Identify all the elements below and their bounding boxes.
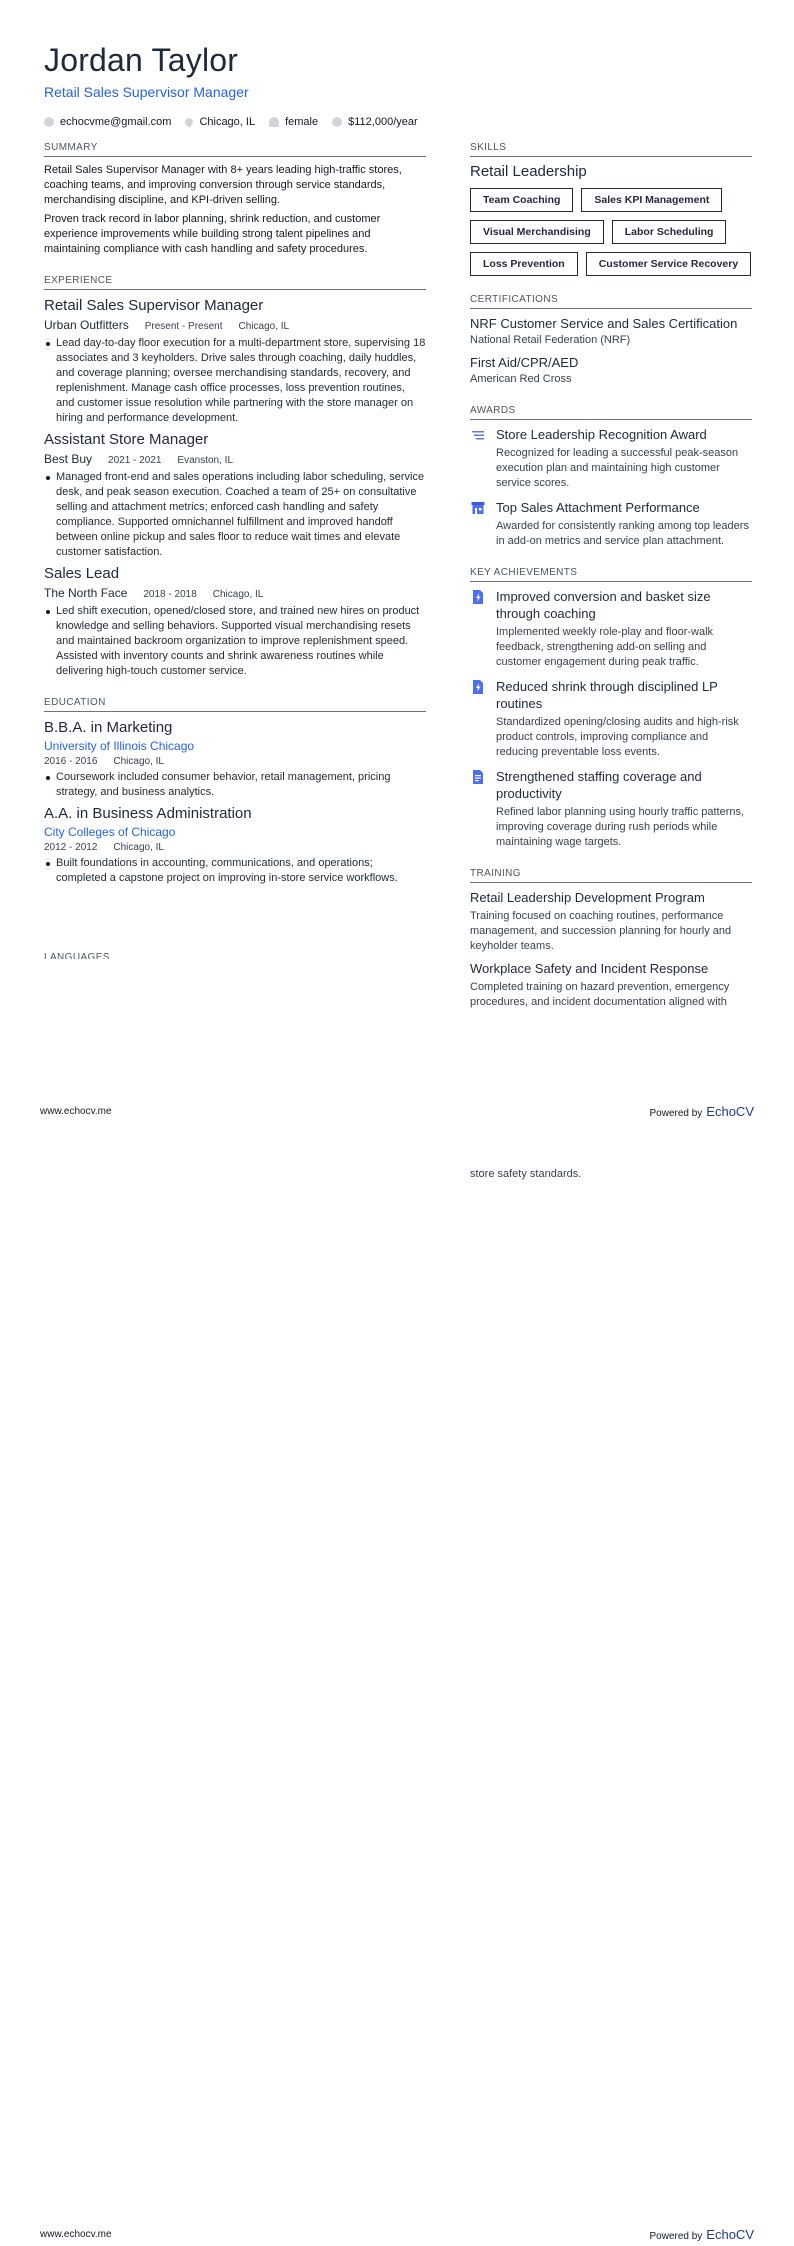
section-heading: CERTIFICATIONS <box>470 294 752 309</box>
achievement-item <box>470 588 752 670</box>
training-title: Workplace Safety and Incident Response <box>470 961 709 976</box>
skill-chip: Loss Prevention <box>470 252 578 276</box>
degree-title: B.B.A. in Marketing <box>44 719 173 736</box>
education-meta <box>44 842 426 853</box>
job-title: Retail Sales Supervisor Manager <box>44 297 264 314</box>
award-item <box>470 426 752 491</box>
job-entry <box>44 296 426 426</box>
salary-icon <box>332 117 342 127</box>
skill-chips <box>470 188 752 276</box>
bullet-dot <box>46 476 50 480</box>
user-icon <box>269 117 279 127</box>
section-heading: SUMMARY <box>44 142 426 157</box>
section-heading: EDUCATION <box>44 697 426 712</box>
section-heading: AWARDS <box>470 405 752 420</box>
education-dates: 2012 - 2012 <box>44 842 98 853</box>
document-bolt-icon <box>470 679 486 695</box>
education-dates: 2016 - 2016 <box>44 756 98 767</box>
education-entry <box>44 718 426 800</box>
job-company: Urban Outfitters <box>44 318 129 332</box>
powered-by-label: Powered by <box>649 2231 703 2242</box>
resume-page-2 <box>0 1123 794 2246</box>
certification-name: First Aid/CPR/AED <box>470 355 579 370</box>
job-title: Sales Lead <box>44 565 120 582</box>
document-bolt-icon <box>470 589 486 605</box>
training-description: Training focused on coaching routines, performance management, and succession planning for hourly and keyholder teams. <box>470 910 732 952</box>
certification-org: American Red Cross <box>470 373 572 385</box>
job-dates: 2018 - 2018 <box>143 589 197 600</box>
job-location: Chicago, IL <box>212 589 264 600</box>
skills-section <box>470 142 752 276</box>
candidate-title: Retail Sales Supervisor Manager <box>44 84 249 100</box>
certification-name: NRF Customer Service and Sales Certification <box>470 316 738 331</box>
summary-section <box>44 142 426 257</box>
degree-title: A.A. in Business Administration <box>44 805 252 822</box>
education-location: Chicago, IL <box>113 842 164 853</box>
right-column <box>470 142 752 1028</box>
achievement-title: Strengthened staffing coverage and productivity <box>496 769 702 801</box>
page-footer <box>40 2227 754 2242</box>
summary-paragraph: Retail Sales Supervisor Manager with 8+ years leading high-traffic stores, coaching teams, and improving conversion through service standards, merchandising discipline, and KPI-driven selling. <box>44 164 402 206</box>
contact-gender: female <box>269 116 318 128</box>
job-title: Assistant Store Manager <box>44 431 209 448</box>
skill-chip: Sales KPI Management <box>581 188 722 212</box>
training-description: Completed training on hazard prevention, emergency procedures, and incident documentation aligned with <box>470 981 730 1008</box>
job-dates: 2021 - 2021 <box>108 455 162 466</box>
job-location: Chicago, IL <box>238 321 290 332</box>
location-pin-icon <box>184 116 195 127</box>
achievement-title: Reduced shrink through disciplined LP routines <box>496 679 718 711</box>
education-section <box>44 697 426 886</box>
skill-chip: Team Coaching <box>470 188 573 212</box>
job-meta <box>44 452 426 466</box>
job-meta <box>44 586 426 600</box>
job-company: Best Buy <box>44 452 93 466</box>
bullet-dot <box>46 776 50 780</box>
bullet-dot <box>46 610 50 614</box>
certification-org: National Retail Federation (NRF) <box>470 334 631 346</box>
job-entry <box>44 430 426 560</box>
list-icon <box>470 427 486 443</box>
job-bullet: Lead day-to-day floor execution for a multi-department store, supervising 18 associates and 3 keyholders. Drive sales through coaching, daily huddles, and coverage planning; oversee merchandising standards, recovery, and replenishment. Manage cash office processes, loss prevention routines, and customer issue resolution while partnering with the store manager on hiring and performance development. <box>44 336 426 426</box>
job-dates: Present - Present <box>144 321 223 332</box>
achievement-description: Standardized opening/closing audits and high-risk product controls, improving compliance and reducing preventable loss events. <box>496 716 739 758</box>
brand-logo[interactable]: EchoCV <box>706 2227 754 2242</box>
email-icon <box>44 117 54 127</box>
skill-chip: Labor Scheduling <box>612 220 727 244</box>
award-title: Store Leadership Recognition Award <box>496 427 707 442</box>
education-entry <box>44 804 426 886</box>
job-bullet: Managed front-end and sales operations including labor scheduling, service desk, and peak season execution. Coached a team of 25+ on consultative selling and attachment metrics; enforced cash handling and safety compliance. Supported omnichannel fulfillment and improved handoff between online pickup and sales floor to reduce wait times and elevate customer satisfaction. <box>44 470 426 560</box>
section-heading: EXPERIENCE <box>44 275 426 290</box>
training-section <box>470 868 752 1010</box>
education-meta <box>44 756 426 767</box>
powered-by <box>649 2227 754 2242</box>
section-heading: TRAINING <box>470 868 752 883</box>
school-name: City Colleges of Chicago <box>44 825 176 839</box>
footer-site-link[interactable]: www.echocv.me <box>40 2229 112 2240</box>
awards-section <box>470 405 752 549</box>
candidate-name: Jordan Taylor <box>44 42 239 78</box>
award-description: Recognized for leading a successful peak-season execution plan and maintaining high customer service scores. <box>496 447 739 489</box>
education-bullet: Built foundations in accounting, communications, and operations; completed a capstone project on improving in-store service workflows. <box>44 856 426 886</box>
powered-by <box>649 1104 754 1119</box>
achievement-description: Implemented weekly role-play and floor-walk feedback, strengthening add-on selling and customer engagement during peak traffic. <box>496 626 714 668</box>
certifications-section <box>470 294 752 387</box>
brand-logo[interactable]: EchoCV <box>706 1104 754 1119</box>
award-description: Awarded for consistently ranking among top leaders in add-on metrics and service plan attachment. <box>496 520 749 547</box>
job-meta <box>44 318 426 332</box>
experience-section <box>44 275 426 679</box>
languages-heading-cut: LANGUAGES <box>44 952 110 959</box>
contact-salary: $112,000/year <box>332 116 418 128</box>
job-location: Evanston, IL <box>177 455 234 466</box>
training-title: Retail Leadership Development Program <box>470 890 705 905</box>
achievements-section <box>470 567 752 850</box>
summary-paragraph: Proven track record in labor planning, shrink reduction, and customer experience improvements while building strong talent pipelines and maintaining compliance with cash handling and safety procedures. <box>44 213 381 255</box>
page-footer <box>40 1104 754 1119</box>
award-title: Top Sales Attachment Performance <box>496 500 700 515</box>
bullet-dot <box>46 862 50 866</box>
footer-site-link[interactable]: www.echocv.me <box>40 1106 112 1117</box>
powered-by-label: Powered by <box>649 1108 703 1119</box>
contact-row <box>44 116 750 128</box>
achievement-item <box>470 768 752 850</box>
job-company: The North Face <box>44 586 128 600</box>
store-icon <box>470 500 486 516</box>
achievement-title: Improved conversion and basket size through coaching <box>496 589 711 621</box>
document-icon <box>470 769 486 785</box>
achievement-description: Refined labor planning using hourly traffic patterns, improving coverage during rush periods while maintaining wage targets. <box>496 806 745 848</box>
left-column <box>44 142 426 904</box>
resume-header <box>44 40 750 128</box>
job-entry <box>44 564 426 679</box>
training-overflow-text: store safety standards. <box>470 1168 582 1180</box>
job-bullet: Led shift execution, opened/closed store, and trained new hires on product knowledge and selling behaviors. Supported visual merchandising resets and maintained backroom organization to improve replenishment speed. Assisted with inventory counts and shrink awareness routines while delivering high-touch customer service. <box>44 604 426 679</box>
skill-group-title: Retail Leadership <box>470 163 587 180</box>
school-name: University of Illinois Chicago <box>44 739 195 753</box>
skill-chip: Visual Merchandising <box>470 220 604 244</box>
section-heading: KEY ACHIEVEMENTS <box>470 567 752 582</box>
award-item <box>470 499 752 549</box>
contact-email[interactable]: echocvme@gmail.com <box>44 116 171 128</box>
contact-location: Chicago, IL <box>185 116 255 128</box>
achievement-item <box>470 678 752 760</box>
education-location: Chicago, IL <box>113 756 164 767</box>
skill-chip: Customer Service Recovery <box>586 252 752 276</box>
education-bullet: Coursework included consumer behavior, retail management, pricing strategy, and business analytics. <box>44 770 426 800</box>
section-heading: SKILLS <box>470 142 752 157</box>
bullet-dot <box>46 342 50 346</box>
